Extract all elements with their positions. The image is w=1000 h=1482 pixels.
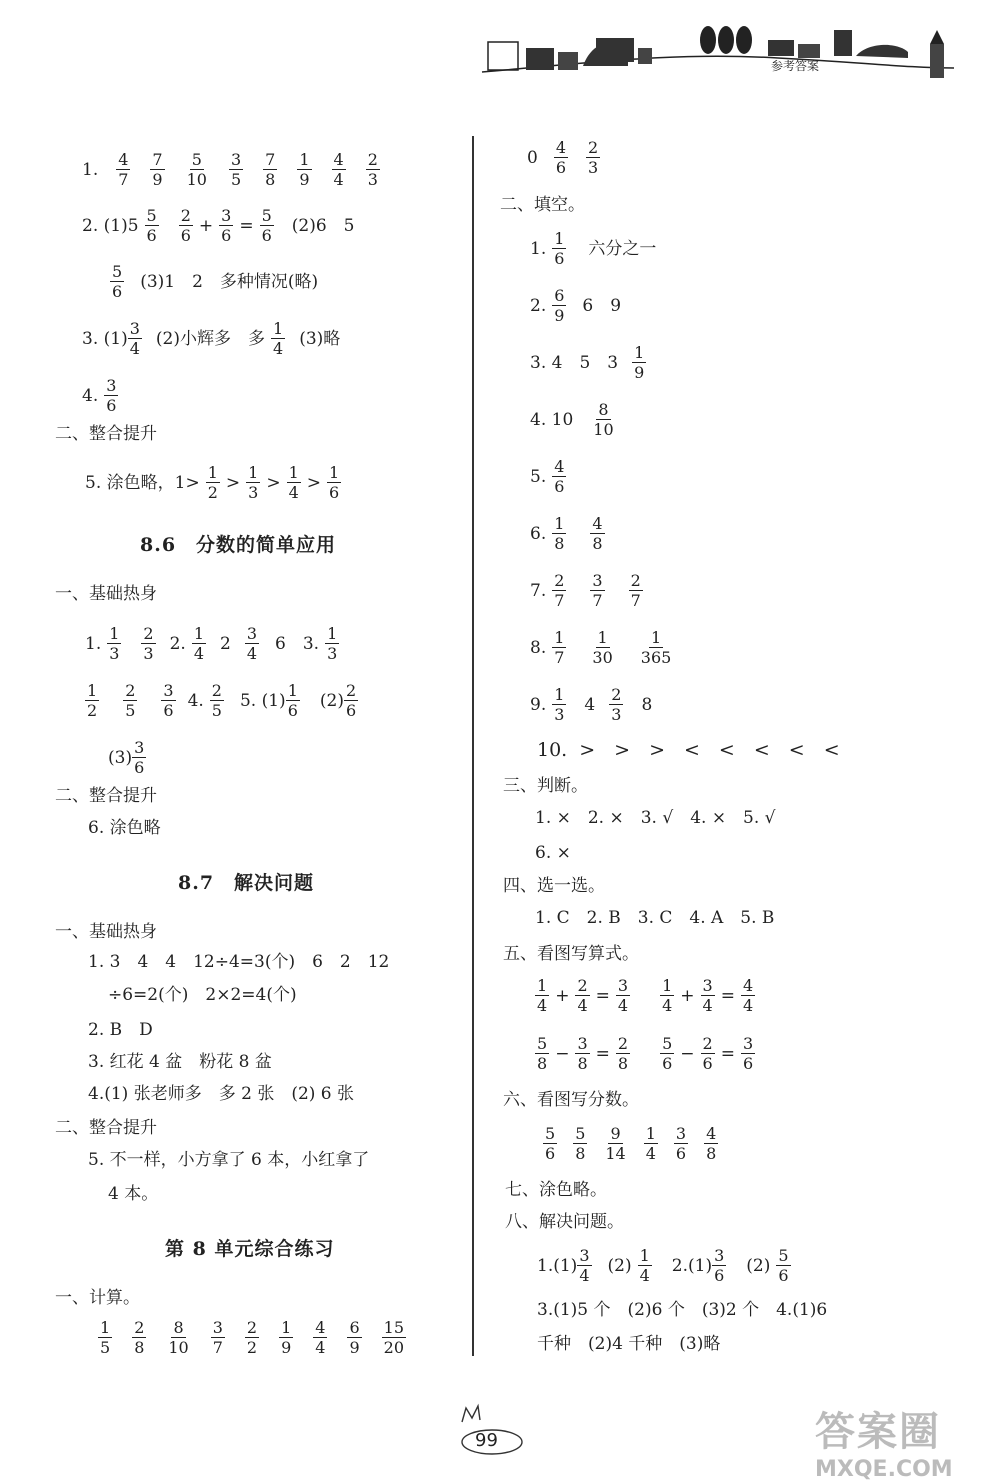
fraction: $\frac{3}{4}$ <box>702 976 713 1015</box>
fraction: 1 7 <box>554 628 565 667</box>
fraction <box>211 1318 225 1357</box>
answer-line: 4. 3 6 <box>82 376 117 415</box>
section-title: 第 8 单元综合练习 <box>165 1238 335 1260</box>
section-heading: 一、基础热身 <box>55 584 157 604</box>
answer-line: 2. (1)5 5 6 2 6 + $\frac{3}{6}$ = $\frac{5}{6}$ (2)6 5 <box>82 206 355 245</box>
numerator: 2 <box>134 1318 145 1337</box>
numerator: 5 <box>575 1124 586 1143</box>
fraction-group <box>106 150 390 189</box>
answer-line: 8. 1 7 1 30 1 365 <box>530 628 672 667</box>
answer-line: 0 4 6 2 3 <box>527 138 599 177</box>
numerator: 4 <box>706 1124 717 1143</box>
numerator: 1 <box>645 1124 656 1143</box>
page-number: 99 <box>475 1430 498 1451</box>
fraction: $\frac{3}{8}$ <box>577 1034 588 1073</box>
fraction: 1 4 <box>288 463 299 502</box>
denominator: 5 <box>100 1338 111 1357</box>
fraction: 3 6 <box>106 376 117 415</box>
fraction: 2 6 <box>180 206 191 245</box>
answer-line: 千种 (2)4 千种 (3)略 <box>537 1334 721 1354</box>
fraction <box>332 150 346 189</box>
numerator: 5 <box>191 150 202 169</box>
fraction: 3 6 <box>134 738 145 777</box>
fraction: 1 4 <box>662 976 673 1015</box>
numerator: 3 <box>230 150 242 169</box>
fraction: 2 3 <box>611 685 622 724</box>
fraction: 2 5 <box>211 681 222 720</box>
answer-line: 1. × 2. × 3. √ 4. × 5. √ <box>535 808 776 828</box>
fraction: 1 9 <box>634 343 645 382</box>
numerator: 1 <box>281 1318 292 1337</box>
answer-line: 2. B D <box>88 1020 153 1040</box>
fraction: $\frac{2}{8}$ <box>617 1034 629 1073</box>
fraction <box>674 1124 688 1163</box>
answer-line: 6. 1 8 4 8 <box>530 514 603 553</box>
fraction: $\frac{2}{6}$ <box>702 1034 713 1073</box>
answer-line <box>535 1124 726 1163</box>
numerator: 3 <box>675 1124 687 1143</box>
section-heading: 一、计算。 <box>55 1288 140 1308</box>
denominator: 9 <box>299 170 310 189</box>
fraction: 1 4 <box>537 976 548 1015</box>
fraction <box>366 150 380 189</box>
answer-line: 3. (1) 3 4 (2)小辉多 多 1 4 (3)略 <box>82 319 341 358</box>
section-heading: 二、整合提升 <box>55 786 157 806</box>
fraction <box>263 150 277 189</box>
denominator: 4 <box>315 1338 326 1357</box>
fraction <box>245 1318 259 1357</box>
numerator: 4 <box>118 150 129 169</box>
fraction: 1 6 <box>554 229 565 268</box>
fraction <box>132 1318 146 1357</box>
fraction: 5 8 <box>537 1034 548 1073</box>
denominator: 9 <box>349 1338 360 1357</box>
answer-line: 1. $\frac{4}{7}$ $\frac{7}{9}$ $\frac{5}{10}$ $\frac{3}{5}$ $\frac{7}{8}$ $\frac{1}{9}$ $\frac{4}{4}$ $\frac{2}{3}$ <box>82 150 390 189</box>
fraction: 4 6 <box>555 138 567 177</box>
fraction: 2 7 <box>554 571 565 610</box>
numerator: 2 <box>367 150 378 169</box>
header-skyline-illustration <box>478 18 958 80</box>
denominator: 20 <box>383 1338 405 1357</box>
fraction: 3 6 <box>714 1246 725 1285</box>
fraction: 3 4 <box>129 319 140 358</box>
section-title: 8.7 解决问题 <box>178 872 315 894</box>
answer-line: 1 2 2 5 3 6 4. 2 5 5. (1) 1 6 (2) 2 6 <box>87 681 357 720</box>
numerator: 5 <box>545 1124 556 1143</box>
answer-line: 6. 涂色略 <box>88 818 161 838</box>
answer-line: 4. 10 8 10 <box>530 400 614 439</box>
numerator: 3 <box>212 1318 223 1337</box>
fraction <box>166 1318 190 1357</box>
fraction: 5 6 <box>112 262 123 301</box>
fraction-group <box>535 1124 726 1163</box>
section-heading: 一、基础热身 <box>55 922 157 942</box>
answer-line: 1. 1 3 2 3 2. 1 4 2 3 4 6 3. 1 3 <box>85 624 338 663</box>
fraction <box>150 150 164 189</box>
answer-line: 1. 1 6 六分之一 <box>530 229 657 268</box>
numerator: 1 <box>299 150 310 169</box>
denominator: 8 <box>575 1144 586 1163</box>
fraction: 8 10 <box>593 400 614 439</box>
fraction: 1 30 <box>592 628 613 667</box>
fraction: $\frac{3}{6}$ <box>742 1034 754 1073</box>
fraction: $\frac{4}{4}$ <box>742 976 754 1015</box>
fraction: 1 365 <box>640 628 672 667</box>
fraction: 1 4 <box>193 624 205 663</box>
fraction: 2 7 <box>630 571 641 610</box>
denominator: 3 <box>367 170 378 189</box>
fraction <box>279 1318 293 1357</box>
denominator: 9 <box>152 170 163 189</box>
answer-line: 2. 6 9 6 9 <box>530 286 622 325</box>
denominator: 4 <box>333 170 344 189</box>
section-heading: 五、看图写算式。 <box>503 944 639 964</box>
section-title: 8.6 分数的简单应用 <box>140 534 337 556</box>
section-heading: 二、整合提升 <box>55 424 157 444</box>
fraction: 1 2 <box>87 681 98 720</box>
column-divider <box>472 136 474 1356</box>
fraction: 3 7 <box>592 571 603 610</box>
fraction: 1 8 <box>554 514 565 553</box>
fraction <box>116 150 130 189</box>
fraction <box>347 1318 361 1357</box>
answer-line <box>88 1318 416 1357</box>
fraction <box>382 1318 406 1357</box>
fraction: 2 3 <box>143 624 154 663</box>
fraction: $\frac{5}{6}$ <box>261 206 272 245</box>
section-heading: 二、填空。 <box>500 195 585 215</box>
answer-line: 5. 涂色略，1> 1 2 > 1 3 > 1 4 > 1 6 <box>85 463 340 502</box>
answer-line: 1. 3 4 4 12÷4=3(个) 6 2 12 <box>88 952 390 972</box>
fraction: 5 6 <box>662 1034 673 1073</box>
fraction: 4 6 <box>554 457 565 496</box>
numerator: 2 <box>246 1318 258 1337</box>
section-heading: 八、解决问题。 <box>505 1212 624 1232</box>
denominator: 6 <box>545 1144 556 1163</box>
numerator: 9 <box>610 1124 621 1143</box>
denominator: 10 <box>168 1338 189 1357</box>
fraction: 5 6 <box>146 206 157 245</box>
numerator: 7 <box>265 150 276 169</box>
answer-line: 5 8 − $\frac{3}{8}$ = $\frac{2}{8}$ 5 6 − $\frac{2}{6}$ = $\frac{3}{6}$ <box>537 1034 754 1073</box>
fraction <box>297 150 311 189</box>
answer-line: 4.(1) 张老师多 多 2 张 (2) 6 张 <box>88 1084 355 1104</box>
denominator: 4 <box>645 1144 656 1163</box>
fraction: 3 4 <box>246 624 258 663</box>
fraction: 1 4 <box>639 1246 650 1285</box>
answer-line: 1.(1) 3 4 (2) 1 4 2.(1) 3 6 (2) 5 6 <box>537 1246 789 1285</box>
fraction <box>543 1124 557 1163</box>
answer-line: 7. 2 7 3 7 2 7 <box>530 571 641 610</box>
answer-line: 4 本。 <box>108 1184 159 1204</box>
fraction: 1 3 <box>554 685 565 724</box>
answer-line: 9. 1 3 4 2 3 8 <box>530 685 653 724</box>
section-heading: 四、选一选。 <box>503 876 605 896</box>
answer-line: ÷6=2(个) 2×2=4(个) <box>108 985 297 1005</box>
numerator: 4 <box>315 1318 326 1337</box>
answer-line: 5. 4 6 <box>530 457 565 496</box>
fraction: 1 6 <box>329 463 340 502</box>
fraction <box>603 1124 627 1163</box>
denominator: 8 <box>265 170 276 189</box>
fraction: 2 6 <box>345 681 357 720</box>
answer-line: 5 6 (3)1 2 多种情况(略) <box>112 262 319 301</box>
fraction <box>573 1124 587 1163</box>
fraction: 1 3 <box>327 624 338 663</box>
fraction: 4 8 <box>592 514 603 553</box>
fraction-group <box>88 1318 416 1357</box>
numerator: 7 <box>152 150 163 169</box>
answer-line: 3. 红花 4 盆 粉花 8 盆 <box>88 1052 272 1072</box>
fraction <box>313 1318 327 1357</box>
numerator: 1 <box>100 1318 111 1337</box>
fraction: 6 9 <box>554 286 565 325</box>
answer-line: 5. 不一样，小方拿了 6 本，小红拿了 <box>88 1150 370 1170</box>
fraction: 1 2 <box>207 463 218 502</box>
numerator: 8 <box>173 1318 184 1337</box>
fraction: $\frac{2}{4}$ <box>577 976 588 1015</box>
denominator: 14 <box>605 1144 626 1163</box>
header-label: 参考答案 <box>771 59 820 73</box>
fraction: 2 5 <box>125 681 136 720</box>
fraction <box>229 150 243 189</box>
answer-line: 1. C 2. B 3. C 4. A 5. B <box>535 908 775 928</box>
answer-line: 3. 4 5 3 1 9 <box>530 343 645 382</box>
fraction <box>704 1124 718 1163</box>
numerator: 6 <box>349 1318 360 1337</box>
section-heading: 三、判断。 <box>503 776 588 796</box>
section-heading: 二、整合提升 <box>55 1118 157 1138</box>
fraction: 5 6 <box>778 1246 789 1285</box>
denominator: 8 <box>134 1338 145 1357</box>
denominator: 10 <box>186 170 207 189</box>
answer-line: 6. × <box>535 843 571 863</box>
section-heading: 七、涂色略。 <box>505 1180 607 1200</box>
fraction <box>644 1124 658 1163</box>
denominator: 2 <box>246 1338 258 1357</box>
fraction <box>98 1318 112 1357</box>
fraction: 1 3 <box>109 624 120 663</box>
denominator: 7 <box>118 170 129 189</box>
answer-line: 3.(1)5 个 (2)6 个 (3)2 个 4.(1)6 <box>537 1300 828 1320</box>
fraction: 1 3 <box>248 463 259 502</box>
fraction: 1 4 <box>273 319 284 358</box>
answer-line: 10. > > > < < < < < <box>537 739 840 761</box>
fraction <box>185 150 209 189</box>
numerator: 4 <box>333 150 344 169</box>
answer-line: (3) 3 6 <box>108 738 145 777</box>
fraction: $\frac{3}{6}$ <box>221 206 232 245</box>
fraction: $\frac{3}{4}$ <box>617 976 629 1015</box>
fraction: 3 6 <box>163 681 174 720</box>
numerator: 15 <box>383 1318 405 1337</box>
denominator: 6 <box>675 1144 687 1163</box>
watermark-url: MXQE.COM <box>815 1457 953 1482</box>
denominator: 8 <box>706 1144 717 1163</box>
answer-line: 1 4 + $\frac{2}{4}$ = $\frac{3}{4}$ 1 4 + $\frac{3}{4}$ = $\frac{4}{4}$ <box>537 976 754 1015</box>
watermark <box>815 1400 953 1482</box>
denominator: 7 <box>212 1338 223 1357</box>
fraction: 2 3 <box>588 138 599 177</box>
fraction: 3 4 <box>579 1246 590 1285</box>
section-heading: 六、看图写分数。 <box>503 1090 639 1110</box>
denominator: 5 <box>230 170 242 189</box>
denominator: 9 <box>281 1338 292 1357</box>
fraction: 1 6 <box>287 681 298 720</box>
watermark-logo: 答案圈 <box>815 1409 941 1455</box>
